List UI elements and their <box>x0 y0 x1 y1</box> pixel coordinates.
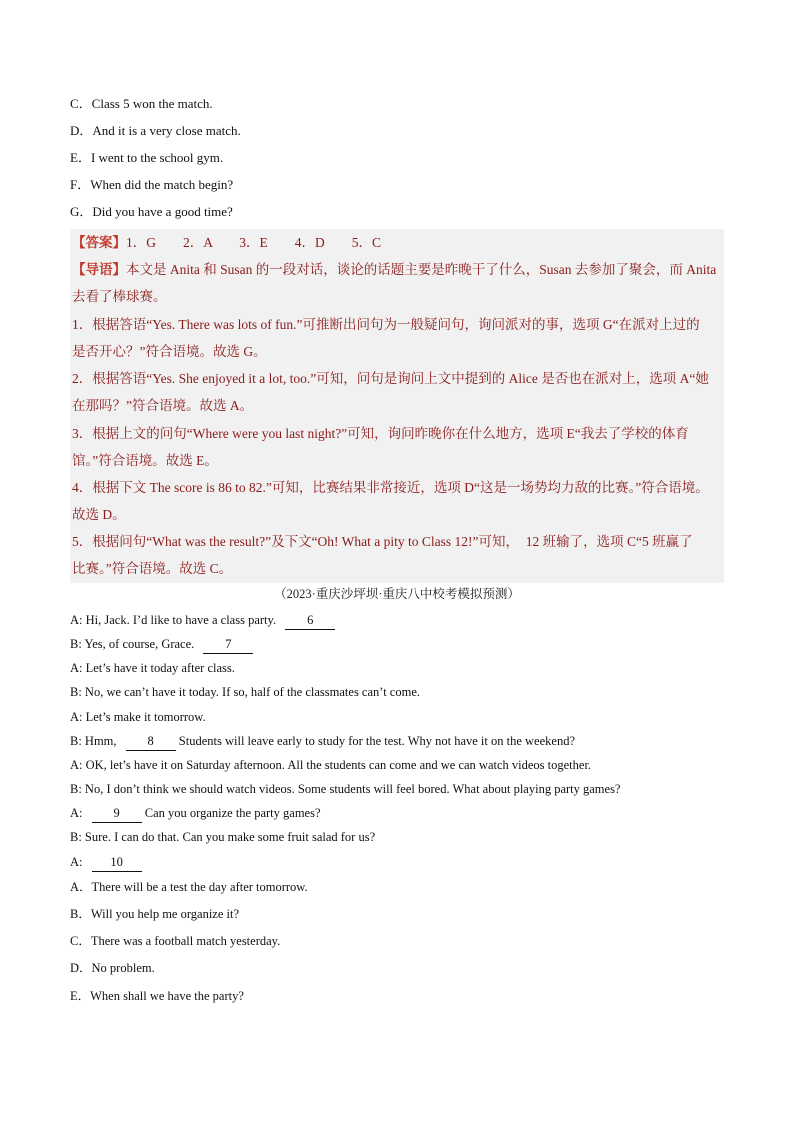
option-g: G．Did you have a good time? <box>70 204 233 219</box>
option-e: E．I went to the school gym. <box>70 150 224 165</box>
choice-d: D．No problem. <box>70 961 155 975</box>
dialogue-text: A: <box>70 806 83 820</box>
choice-a: A．There will be a test the day after tomorrow. <box>70 880 308 894</box>
explanation-line: 2．根据答语“Yes. She enjoyed it a lot, too.”可知，问句是询问上文中提到的 Alice 是否也在派对上，选项 A“她 <box>72 371 709 386</box>
option-d: D．And it is a very close match. <box>70 123 241 138</box>
blank-10[interactable]: 10 <box>92 853 142 872</box>
guide-line-2: 去看了棒球赛。 <box>72 289 167 304</box>
answer-tag: 【答案】 <box>72 235 126 250</box>
dialogue-text: B: Hmm, <box>70 734 117 748</box>
dialogue-text: A: Hi, Jack. I’d like to have a class party. <box>70 613 277 627</box>
guide-tag: 【导语】 <box>72 262 126 277</box>
dialogue-line: A: Let’s have it today after class. <box>70 661 235 675</box>
dialogue-line <box>70 635 253 654</box>
dialogue-text-after: Students will leave early to study for the test. Why not have it on the weekend? <box>178 734 575 748</box>
answer-explanation-block <box>70 229 724 583</box>
dialogue-text-after: Can you organize the party games? <box>144 806 321 820</box>
blank-8[interactable]: 8 <box>126 732 176 751</box>
explanation-line: 在那吗？”符合语境。故选 A。 <box>72 398 254 413</box>
explanation-line: 1．根据答语“Yes. There was lots of fun.”可推断出问句为一般疑问句，询问派对的事，选项 G“在派对上过的 <box>72 317 700 332</box>
dialogue-line: B: No, I don’t think we should watch videos. Some students will feel bored. What about playing party games? <box>70 782 621 796</box>
dialogue-line: B: Sure. I can do that. Can you make some fruit salad for us? <box>70 830 376 844</box>
explanation-line: 比赛。”符合语境。故选 C。 <box>72 561 233 576</box>
dialogue-line: B: No, we can’t have it today. If so, half of the classmates can’t come. <box>70 685 421 699</box>
dialogue-line: A: OK, let’s have it on Saturday afternoon. All the students can come and we can watch videos together. <box>70 758 592 772</box>
choice-e: E．When shall we have the party? <box>70 989 244 1003</box>
blank-7[interactable]: 7 <box>203 635 253 654</box>
blank-6[interactable]: 6 <box>285 611 335 630</box>
dialogue-line <box>70 611 335 630</box>
choice-b: B．Will you help me organize it? <box>70 907 240 921</box>
dialogue-line <box>70 732 575 751</box>
options-top <box>70 90 724 225</box>
explanation-line: 故选 D。 <box>72 507 126 522</box>
dialogue-text: B: Yes, of course, Grace. <box>70 637 195 651</box>
option-c: C．Class 5 won the match. <box>70 96 213 111</box>
explanation-line: 3．根据上文的问句“Where were you last night?”可知，询问昨晚你在什么地方，选项 E“我去了学校的体育 <box>72 426 689 441</box>
dialogue-line: A: Let’s make it tomorrow. <box>70 710 206 724</box>
explanation-line: 是否开心？”符合语境。故选 G。 <box>72 344 267 359</box>
guide-line-1 <box>72 258 716 278</box>
dialogue-line <box>70 804 321 823</box>
explanation-line: 5．根据问句“What was the result?”及下文“Oh! What a pity to Class 12!”可知， 12 班输了，选项 C“5 班赢了 <box>72 534 693 549</box>
explanation-line: 馆。”符合语境。故选 E。 <box>72 453 218 468</box>
explanation-line: 4．根据下文 The score is 86 to 82.”可知，比赛结果非常接近，选项 D“这是一场势均力敌的比赛。”符合语境。 <box>72 480 709 495</box>
answer-text: 1．G 2．A 3．E 4．D 5．C <box>126 235 382 250</box>
dialogue-line <box>70 853 142 872</box>
option-f: F．When did the match begin? <box>70 177 234 192</box>
choice-c: C．There was a football match yesterday. <box>70 934 281 948</box>
dialogue-text: A: <box>70 855 83 869</box>
question-source: （2023·重庆沙坪坝·重庆八中校考模拟预测） <box>274 587 520 601</box>
guide-text-1: 本文是 Anita 和 Susan 的一段对话，谈论的话题主要是昨晚干了什么，Susan 去参加了聚会，而 Anita <box>126 262 717 277</box>
answer-line <box>72 231 381 251</box>
blank-9[interactable]: 9 <box>92 804 142 823</box>
